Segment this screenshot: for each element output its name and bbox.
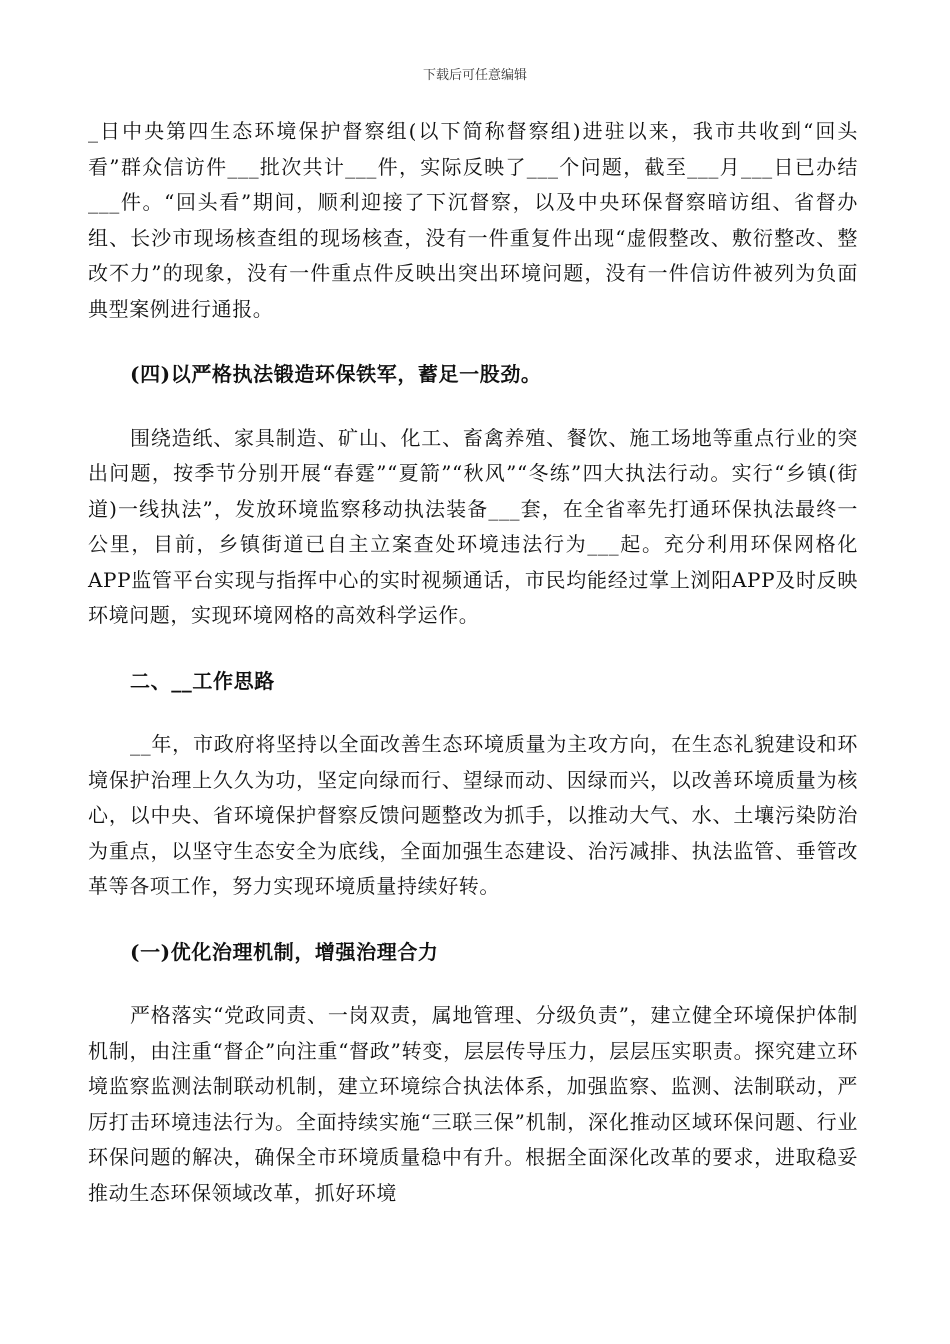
spacer (88, 393, 858, 421)
spacer (88, 327, 858, 357)
section-heading-work-ideas: 二、__工作思路 (130, 668, 275, 693)
spacer (88, 634, 858, 664)
spacer (88, 905, 858, 935)
spacer (88, 699, 858, 727)
document-body (88, 114, 858, 1211)
section-heading-4: (四)以严格执法锻造环保铁军，蓄足一股劲。 (130, 362, 542, 386)
spacer (88, 970, 858, 998)
section-heading-1: (一)优化治理机制，增强治理合力 (130, 939, 439, 964)
paragraph-3: __年，市政府将坚持以全面改善生态环境质量为主攻方向，在生态礼貌建设和环境保护治理上久久为功，坚定向绿而行、望绿而动、因绿而兴，以改善环境质量为核心，以中央、省环境保护督察反馈问题整改为抓手，以推动大气、水、土壤污染防治为重点，以坚守生态安全为底线，全面加强生态建设、治污减排、执法监管、垂管改革等各项工作，努力实现环境质量持续好转。 (88, 732, 858, 898)
page-header-note: 下载后可任意编辑 (422, 68, 527, 83)
paragraph-4: 严格落实“党政同责、一岗双责，属地管理、分级负责”，建立健全环境保护体制机制，由注重“督企”向注重“督政”转变，层层传导压力，层层压实职责。探究建立环境监察监测法制联动机制，建立环境综合执法体系，加强监察、监测、法制联动，严厉打击环境违法行为。全面持续实施“三联三保”机制，深化推动区域环保问题、行业环保问题的解决，确保全市环境质量稳中有升。根据全面深化改革的要求，进取稳妥推动生态环保领域改革，抓好环境 (88, 1003, 858, 1205)
paragraph-1: _日中央第四生态环境保护督察组(以下简称督察组)进驻以来，我市共收到“回头看”群众信访件___批次共计___件，实际反映了___个问题，截至___月___日已办结___件。“回头看”期间，顺利迎接了下沉督察，以及中央环保督察暗访组、省督办组、长沙市现场核查组的现场核查，没有一件重复件出现“虚假整改、敷衍整改、整改不力”的现象，没有一件重点件反映出突出环境问题，没有一件信访件被列为负面典型案例进行通报。 (88, 119, 858, 321)
paragraph-2: 围绕造纸、家具制造、矿山、化工、畜禽养殖、餐饮、施工场地等重点行业的突出问题，按季节分别开展“春霆”“夏箭”“秋风”“冬练”四大执法行动。实行“乡镇(街道)一线执法”，发放环境监察移动执法装备___套，在全省率先打通环保执法最终一公里，目前，乡镇街道已自主立案查处环境违法行为___起。充分利用环保网格化APP监管平台实现与指挥中心的实时视频通话，市民均能经过掌上浏阳APP及时反映环境问题，实现环境网格的高效科学运作。 (88, 425, 858, 627)
